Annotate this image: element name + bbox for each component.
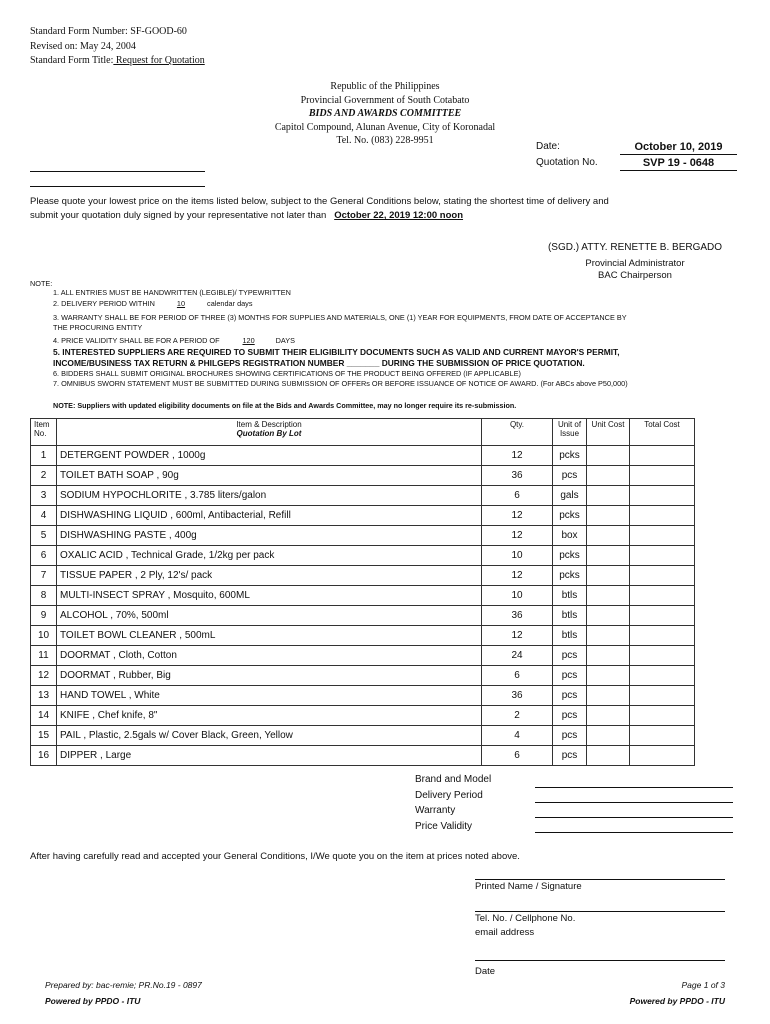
item-no-cell: 2 bbox=[31, 466, 57, 486]
note-7: 7. OMNIBUS SWORN STATEMENT MUST BE SUBMITTED DURING SUBMISSION OF OFFERs OR BEFORE ISSUANCE OF NOTICE OF AWARD. (For ABCs above P50,000) bbox=[53, 379, 628, 388]
header-country: Republic of the Philippines bbox=[330, 81, 440, 92]
table-row bbox=[31, 446, 695, 466]
form-revised: Revised on: May 24, 2004 bbox=[30, 40, 136, 52]
item-unit-cell: pcks bbox=[553, 506, 587, 526]
signature-date-label: Date bbox=[475, 966, 496, 977]
email-label: email address bbox=[475, 927, 535, 938]
supplier-fields bbox=[415, 772, 491, 834]
acceptance-statement: After having carefully read and accepted your General Conditions, I/We quote you on the item at prices noted above. bbox=[30, 851, 520, 862]
item-qty-cell: 10 bbox=[482, 586, 553, 606]
item-desc-cell: DOORMAT , Rubber, Big bbox=[57, 666, 482, 686]
item-unit-cost-cell[interactable] bbox=[587, 666, 630, 686]
item-rows bbox=[31, 446, 695, 766]
delivery-period-label: Delivery Period bbox=[415, 789, 483, 801]
item-no-cell: 10 bbox=[31, 626, 57, 646]
item-unit-cell: gals bbox=[553, 486, 587, 506]
item-no-cell: 11 bbox=[31, 646, 57, 666]
col-qty: Qty. bbox=[482, 419, 553, 446]
item-unit-cell: pcks bbox=[553, 446, 587, 466]
item-desc-cell: DISHWASHING PASTE , 400g bbox=[57, 526, 482, 546]
item-desc-cell: MULTI-INSECT SPRAY , Mosquito, 600ML bbox=[57, 586, 482, 606]
table-row bbox=[31, 706, 695, 726]
contact-labels bbox=[475, 912, 575, 940]
table-header-row bbox=[31, 419, 695, 446]
item-desc-cell: DISHWASHING LIQUID , 600ml, Antibacterial, Refill bbox=[57, 506, 482, 526]
item-no-cell: 8 bbox=[31, 586, 57, 606]
brand-model-input-line[interactable] bbox=[535, 787, 733, 788]
supplier-name-line bbox=[30, 171, 205, 172]
printed-name-label: Printed Name / Signature bbox=[475, 881, 582, 892]
item-unit-cell: pcs bbox=[553, 646, 587, 666]
item-qty-cell: 12 bbox=[482, 566, 553, 586]
item-total-cost-cell[interactable] bbox=[630, 626, 695, 646]
notes-list bbox=[53, 288, 753, 389]
item-unit-cell: pcs bbox=[553, 686, 587, 706]
item-unit-cost-cell[interactable] bbox=[587, 506, 630, 526]
supplier-address-line bbox=[30, 186, 205, 187]
item-desc-cell: TOILET BOWL CLEANER , 500mL bbox=[57, 626, 482, 646]
price-validity-input-line[interactable] bbox=[535, 832, 733, 833]
printed-name-line[interactable] bbox=[475, 879, 725, 880]
item-qty-cell: 12 bbox=[482, 446, 553, 466]
item-qty-cell: 12 bbox=[482, 526, 553, 546]
item-desc-cell: PAIL , Plastic, 2.5gals w/ Cover Black, Green, Yellow bbox=[57, 726, 482, 746]
col-description-sub: Quotation By Lot bbox=[236, 429, 302, 438]
note-1: 1. ALL ENTRIES MUST BE HANDWRITTEN (LEGIBLE)/ TYPEWRITTEN bbox=[53, 288, 291, 297]
item-total-cost-cell[interactable] bbox=[630, 506, 695, 526]
item-total-cost-cell[interactable] bbox=[630, 706, 695, 726]
form-identification bbox=[30, 25, 205, 69]
form-number: Standard Form Number: SF-GOOD-60 bbox=[30, 26, 187, 37]
item-desc-cell: DOORMAT , Cloth, Cotton bbox=[57, 646, 482, 666]
signatory-title-1: Provincial Administrator bbox=[585, 258, 685, 269]
table-row bbox=[31, 546, 695, 566]
signatory-title-2: BAC Chairperson bbox=[598, 270, 672, 281]
tel-label: Tel. No. / Cellphone No. bbox=[475, 913, 576, 924]
item-no-cell: 1 bbox=[31, 446, 57, 466]
note-3b: THE PROCURING ENTITY bbox=[53, 323, 143, 332]
header-tel: Tel. No. (083) 228-9951 bbox=[336, 135, 434, 146]
item-qty-cell: 6 bbox=[482, 666, 553, 686]
item-unit-cost-cell[interactable] bbox=[587, 486, 630, 506]
item-total-cost-cell[interactable] bbox=[630, 606, 695, 626]
item-unit-cell: pcs bbox=[553, 706, 587, 726]
item-unit-cost-cell[interactable] bbox=[587, 566, 630, 586]
table-row bbox=[31, 646, 695, 666]
header-province: Provincial Government of South Cotabato bbox=[300, 94, 470, 106]
item-qty-cell: 12 bbox=[482, 626, 553, 646]
item-no-cell: 6 bbox=[31, 546, 57, 566]
quotation-label: Quotation No. bbox=[536, 157, 598, 168]
intro-line-1: Please quote your lowest price on the items listed below, subject to the General Conditions below, stating the shortest time of delivery and bbox=[30, 196, 609, 207]
signatory-name: (SGD.) ATTY. RENETTE B. BERGADO bbox=[547, 242, 723, 253]
item-total-cost-cell[interactable] bbox=[630, 646, 695, 666]
delivery-period-input-line[interactable] bbox=[535, 802, 733, 803]
notes-label: NOTE: bbox=[30, 279, 53, 288]
prepared-by: Prepared by: bac-remie; PR.No.19 - 0897 bbox=[45, 980, 202, 990]
item-unit-cell: pcs bbox=[553, 466, 587, 486]
item-qty-cell: 2 bbox=[482, 706, 553, 726]
table-row bbox=[31, 666, 695, 686]
agency-header bbox=[0, 80, 770, 148]
item-qty-cell: 24 bbox=[482, 646, 553, 666]
note-5b: INCOME/BUSINESS TAX RETURN & PHILGEPS REGISTRATION NUMBER _______ DURING THE SUBMISSION OF PRICE QUOTATION. bbox=[53, 358, 585, 368]
delivery-days-value: 10 bbox=[176, 299, 186, 308]
header-committee: BIDS AND AWARDS COMMITTEE bbox=[308, 108, 462, 119]
form-title bbox=[30, 54, 205, 69]
item-no-cell: 3 bbox=[31, 486, 57, 506]
item-no-cell: 5 bbox=[31, 526, 57, 546]
item-unit-cell: pcs bbox=[553, 726, 587, 746]
item-total-cost-cell[interactable] bbox=[630, 586, 695, 606]
item-unit-cell: btls bbox=[553, 626, 587, 646]
item-qty-cell: 36 bbox=[482, 686, 553, 706]
note-4: 4. PRICE VALIDITY SHALL BE FOR A PERIOD OF 120 DAYS bbox=[53, 336, 295, 345]
item-qty-cell: 12 bbox=[482, 506, 553, 526]
item-total-cost-cell[interactable] bbox=[630, 686, 695, 706]
item-desc-cell: HAND TOWEL , White bbox=[57, 686, 482, 706]
item-qty-cell: 10 bbox=[482, 546, 553, 566]
item-desc-cell: DETERGENT POWDER , 1000g bbox=[57, 446, 482, 466]
date-line[interactable] bbox=[475, 960, 725, 961]
item-desc-cell: KNIFE , Chef knife, 8" bbox=[57, 706, 482, 726]
item-desc-cell: ALCOHOL , 70%, 500ml bbox=[57, 606, 482, 626]
table-row bbox=[31, 726, 695, 746]
table-row bbox=[31, 626, 695, 646]
item-total-cost-cell[interactable] bbox=[630, 466, 695, 486]
item-no-cell: 14 bbox=[31, 706, 57, 726]
brand-model-label: Brand and Model bbox=[415, 774, 492, 785]
date-value: October 10, 2019 bbox=[620, 141, 737, 155]
item-qty-cell: 36 bbox=[482, 606, 553, 626]
item-unit-cell: pcs bbox=[553, 666, 587, 686]
note-3a: 3. WARRANTY SHALL BE FOR PERIOD OF THREE (3) MONTHS FOR SUPPLIES AND MATERIALS, ONE (1) YEAR FOR EQUIPMENTS, FROM DATE OF ACCEPTANCE BY bbox=[53, 313, 627, 322]
table-row bbox=[31, 566, 695, 586]
intro-line-2-text: submit your quotation duly signed by your representative not later than bbox=[30, 210, 327, 221]
item-unit-cost-cell[interactable] bbox=[587, 446, 630, 466]
warranty-label: Warranty bbox=[415, 805, 456, 816]
price-validity-label: Price Validity bbox=[415, 820, 473, 832]
item-unit-cost-cell[interactable] bbox=[587, 466, 630, 486]
item-unit-cost-cell[interactable] bbox=[587, 626, 630, 646]
item-unit-cost-cell[interactable] bbox=[587, 726, 630, 746]
date-label: Date: bbox=[536, 141, 560, 152]
item-unit-cost-cell[interactable] bbox=[587, 746, 630, 766]
item-total-cost-cell[interactable] bbox=[630, 526, 695, 546]
table-row bbox=[31, 526, 695, 546]
note-6: 6. BIDDERS SHALL SUBMIT ORIGINAL BROCHURES SHOWING CERTIFICATIONS OF THE PRODUCT BEING OFFERED (IF APPLICABLE) bbox=[53, 369, 521, 378]
item-unit-cost-cell[interactable] bbox=[587, 606, 630, 626]
submission-deadline: October 22, 2019 12:00 noon bbox=[334, 210, 464, 221]
item-no-cell: 16 bbox=[31, 746, 57, 766]
note-2: 2. DELIVERY PERIOD WITHIN 10 calendar days bbox=[53, 299, 253, 308]
warranty-input-line[interactable] bbox=[535, 817, 733, 818]
item-unit-cell: box bbox=[553, 526, 587, 546]
col-unit: Unit of Issue bbox=[553, 419, 587, 446]
item-unit-cost-cell[interactable] bbox=[587, 526, 630, 546]
intro-line-2 bbox=[30, 209, 609, 223]
item-unit-cell: pcs bbox=[553, 746, 587, 766]
item-desc-cell: DIPPER , Large bbox=[57, 746, 482, 766]
item-no-cell: 4 bbox=[31, 506, 57, 526]
item-total-cost-cell[interactable] bbox=[630, 746, 695, 766]
page-number: Page 1 of 3 bbox=[681, 980, 725, 990]
item-unit-cost-cell[interactable] bbox=[587, 546, 630, 566]
col-unit-cost: Unit Cost bbox=[587, 419, 630, 446]
item-no-cell: 9 bbox=[31, 606, 57, 626]
table-row bbox=[31, 466, 695, 486]
form-title-label: Standard Form Title: bbox=[30, 55, 114, 66]
item-total-cost-cell[interactable] bbox=[630, 566, 695, 586]
item-unit-cell: pcks bbox=[553, 546, 587, 566]
table-row bbox=[31, 486, 695, 506]
item-no-cell: 15 bbox=[31, 726, 57, 746]
item-unit-cell: btls bbox=[553, 586, 587, 606]
table-row bbox=[31, 746, 695, 766]
powered-by-left: Powered by PPDO - ITU bbox=[45, 996, 141, 1006]
signatory-block bbox=[530, 241, 740, 282]
header-address: Capitol Compound, Alunan Avenue, City of Koronadal bbox=[274, 121, 496, 133]
item-total-cost-cell[interactable] bbox=[630, 546, 695, 566]
item-unit-cost-cell[interactable] bbox=[587, 586, 630, 606]
powered-by-right: Powered by PPDO - ITU bbox=[629, 996, 725, 1006]
item-total-cost-cell[interactable] bbox=[630, 726, 695, 746]
col-item-no: Item No. bbox=[31, 419, 57, 446]
item-unit-cost-cell[interactable] bbox=[587, 646, 630, 666]
items-table bbox=[30, 418, 695, 766]
item-total-cost-cell[interactable] bbox=[630, 486, 695, 506]
note-5a: 5. INTERESTED SUPPLIERS ARE REQUIRED TO SUBMIT THEIR ELIGIBILITY DOCUMENTS SUCH AS VALID AND CURRENT MAYOR'S PERMIT, bbox=[53, 347, 620, 357]
quotation-value: SVP 19 - 0648 bbox=[620, 157, 737, 171]
price-validity-value: 120 bbox=[242, 336, 255, 345]
item-qty-cell: 6 bbox=[482, 486, 553, 506]
item-no-cell: 7 bbox=[31, 566, 57, 586]
table-row bbox=[31, 686, 695, 706]
item-qty-cell: 4 bbox=[482, 726, 553, 746]
item-qty-cell: 6 bbox=[482, 746, 553, 766]
col-total-cost: Total Cost bbox=[630, 419, 695, 446]
intro-paragraph bbox=[30, 195, 609, 223]
table-row bbox=[31, 506, 695, 526]
table-row bbox=[31, 586, 695, 606]
eligibility-note: NOTE: Suppliers with updated eligibility documents on file at the Bids and Awards Committee, may no longer require its re-submission. bbox=[53, 401, 517, 410]
item-total-cost-cell[interactable] bbox=[630, 666, 695, 686]
form-title-value: Request for Quotation bbox=[113, 55, 205, 66]
item-unit-cost-cell[interactable] bbox=[587, 706, 630, 726]
item-unit-cost-cell[interactable] bbox=[587, 686, 630, 706]
item-unit-cell: btls bbox=[553, 606, 587, 626]
item-total-cost-cell[interactable] bbox=[630, 446, 695, 466]
item-desc-cell: TISSUE PAPER , 2 Ply, 12's/ pack bbox=[57, 566, 482, 586]
col-description: Item & Description Quotation By Lot bbox=[57, 419, 482, 446]
item-desc-cell: OXALIC ACID , Technical Grade, 1/2kg per pack bbox=[57, 546, 482, 566]
item-qty-cell: 36 bbox=[482, 466, 553, 486]
item-no-cell: 12 bbox=[31, 666, 57, 686]
item-unit-cell: pcks bbox=[553, 566, 587, 586]
item-no-cell: 13 bbox=[31, 686, 57, 706]
item-desc-cell: TOILET BATH SOAP , 90g bbox=[57, 466, 482, 486]
table-row bbox=[31, 606, 695, 626]
item-desc-cell: SODIUM HYPOCHLORITE , 3.785 liters/galon bbox=[57, 486, 482, 506]
